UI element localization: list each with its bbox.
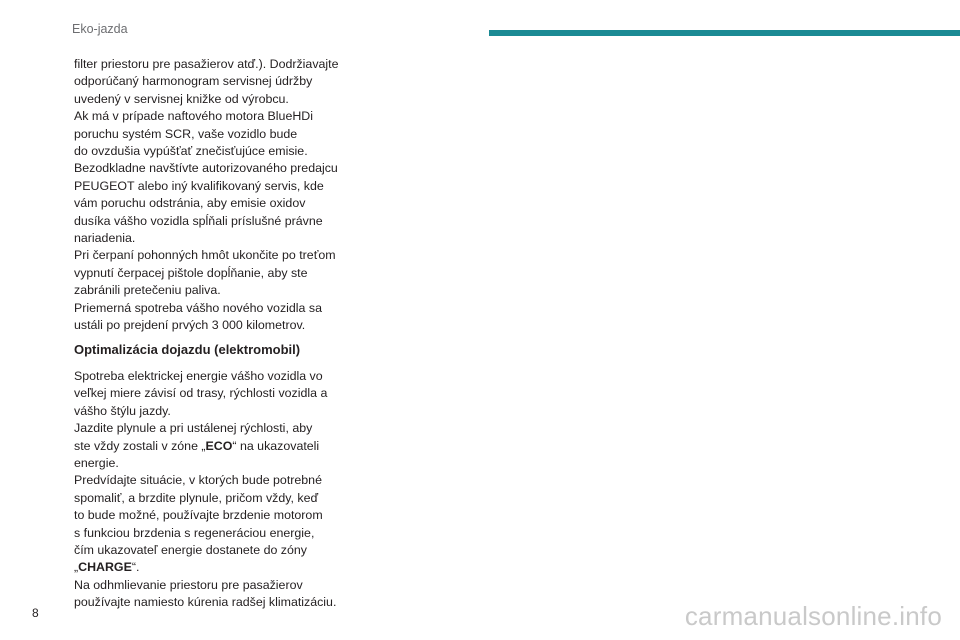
text-line: veľkej miere závisí od trasy, rýchlosti vozidla a [74, 386, 328, 401]
main-text-column [74, 56, 374, 612]
text-line: dusíka vášho vozidla spĺňali príslušné právne [74, 213, 323, 228]
text-line-eco [74, 438, 374, 455]
text-line: Jazdite plynule a pri ustálenej rýchlosti, aby [74, 421, 313, 436]
text-line: Bezodkladne navštívte autorizovaného predajcu [74, 161, 338, 176]
text-line: používajte namiesto kúrenia radšej klimatizáciu. [74, 595, 337, 610]
accent-bar [489, 30, 960, 36]
text-line: vypnutí čerpacej pištole dopĺňanie, aby ste [74, 265, 308, 280]
text-line: filter priestoru pre pasažierov atď.). Dodržiavajte [74, 57, 339, 71]
eco-suffix: “ na ukazovateli [232, 438, 320, 453]
paragraph-maintenance [74, 56, 374, 335]
eco-prefix: ste vždy zostali v zóne „ [74, 438, 206, 453]
text-line: energie. [74, 455, 119, 470]
eco-keyword: ECO [205, 438, 233, 453]
text-line: poruchu systém SCR, vaše vozidlo bude [74, 126, 298, 141]
charge-suffix: “. [131, 560, 140, 575]
text-line: Ak má v prípade naftového motora BlueHDi [74, 109, 313, 124]
paragraph-ev-range [74, 368, 374, 612]
charge-keyword: CHARGE [78, 560, 132, 575]
text-line: to bude možné, používajte brzdenie motorom [74, 508, 323, 523]
text-line: vám poruchu odstránia, aby emisie oxidov [74, 196, 306, 211]
text-line: odporúčaný harmonogram servisnej údržby [74, 74, 313, 89]
text-line: Predvídajte situácie, v ktorých bude potrebné [74, 473, 322, 488]
text-line: Na odhmlievanie priestoru pre pasažierov [74, 577, 303, 592]
text-line: Priemerná spotreba vášho nového vozidla sa [74, 300, 322, 315]
text-line: Spotreba elektrickej energie vášho vozidla vo [74, 368, 323, 383]
running-header: Eko-jazda [72, 22, 128, 36]
watermark: carmanualsonline.info [684, 601, 942, 631]
text-line: ustáli po prejdení prvých 3 000 kilometrov. [74, 318, 306, 333]
section-heading: Optimalizácia dojazdu (elektromobil) [74, 341, 301, 357]
charge-prefix: „ [74, 560, 79, 575]
text-line: uvedený v servisnej knižke od výrobcu. [74, 91, 289, 106]
text-line: s funkciou brzdenia s regeneráciou energie, [74, 525, 315, 540]
text-line: Pri čerpaní pohonných hmôt ukončite po treťom [74, 248, 336, 263]
text-line: čím ukazovateľ energie dostanete do zóny [74, 542, 307, 557]
text-line: zabránili pretečeniu paliva. [74, 283, 221, 298]
page-number: 8 [32, 606, 39, 620]
text-line: PEUGEOT alebo iný kvalifikovaný servis, kde [74, 178, 324, 193]
text-line: spomaliť, a brzdite plynule, pričom vždy, keď [74, 490, 319, 505]
text-line-charge [74, 559, 374, 576]
text-line: do ovzdušia vypúšťať znečisťujúce emisie. [74, 144, 308, 159]
text-line: nariadenia. [74, 231, 136, 246]
text-line: vášho štýlu jazdy. [74, 403, 171, 418]
